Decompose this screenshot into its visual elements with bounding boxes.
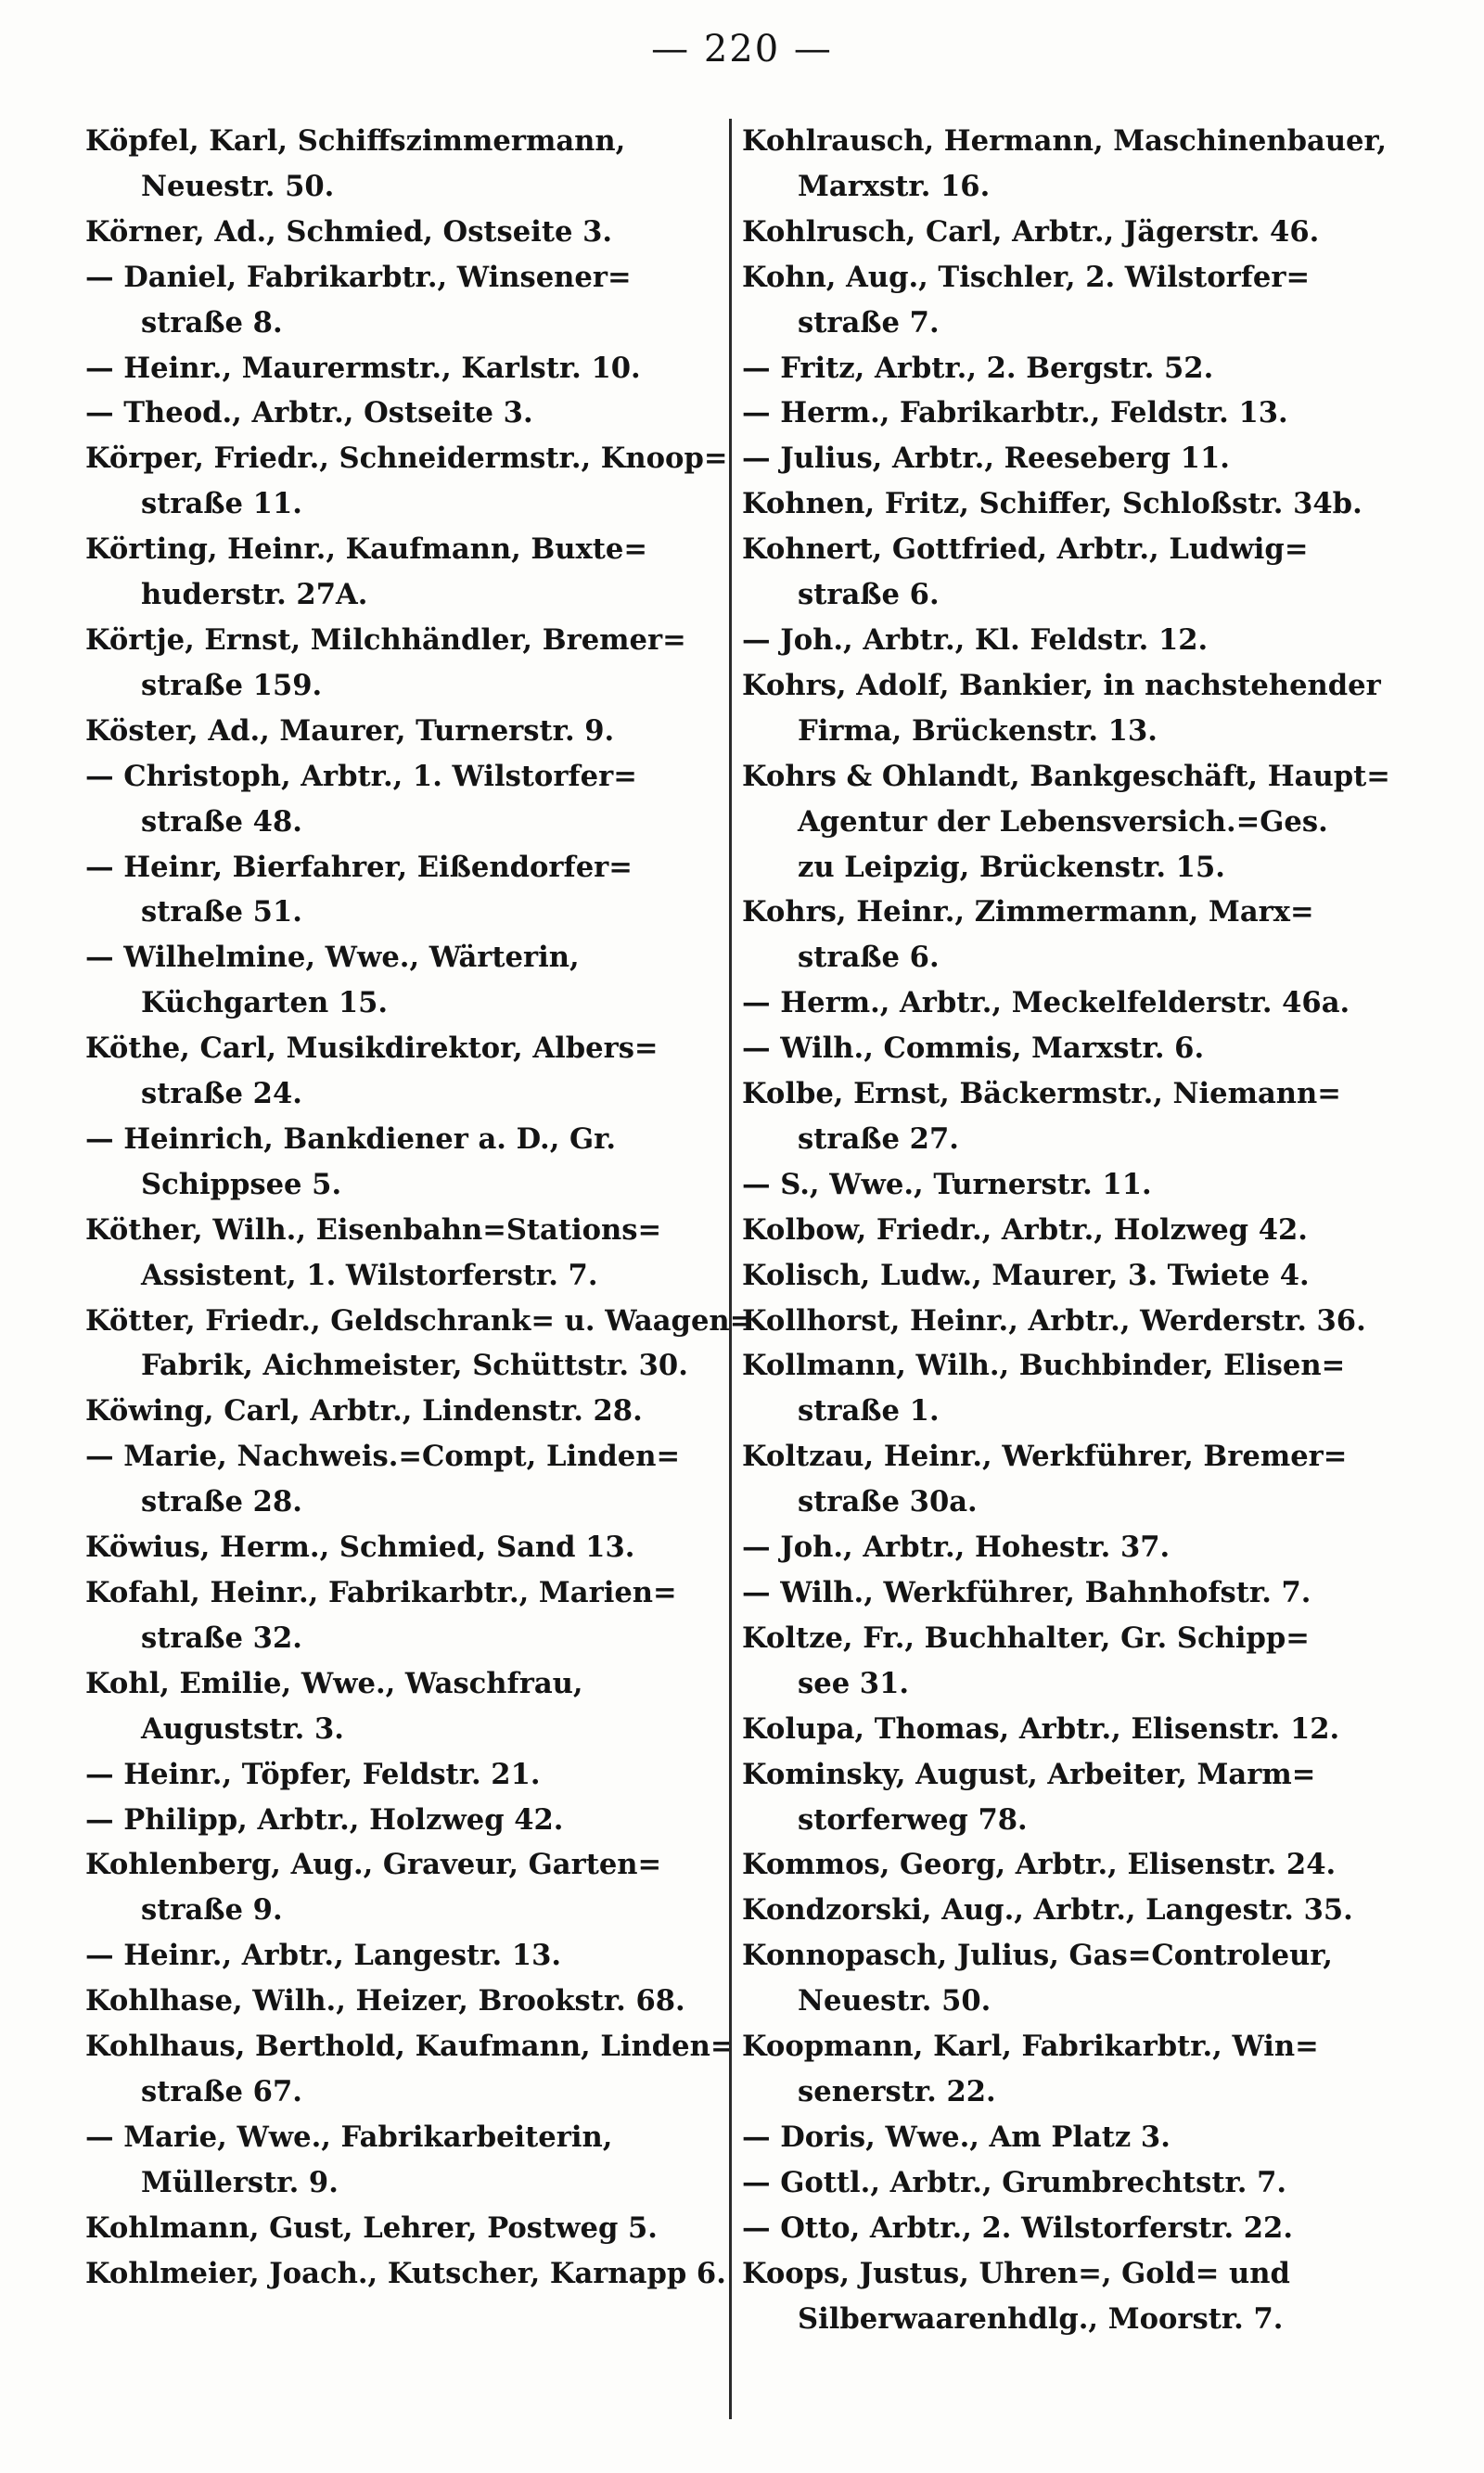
entry-continuation: straße 32.: [141, 1621, 302, 1655]
directory-entry: [742, 2160, 1428, 2206]
directory-entry: [742, 1752, 1428, 1843]
directory-entry: [742, 481, 1428, 527]
entry-line: — Daniel, Fabrikarbtr., Winsener=: [85, 260, 632, 294]
directory-entry: [742, 1026, 1428, 1071]
directory-entry: [742, 1071, 1428, 1162]
right-column: [742, 119, 1428, 2341]
entry-line: Kohlhaus, Berthold, Kaufmann, Linden=: [85, 2030, 735, 2064]
entry-line: Koops, Justus, Uhren=, Gold= und: [742, 2256, 1290, 2290]
entry-line: — Heinrich, Bankdiener a. D., Gr.: [85, 1121, 617, 1156]
directory-entry: [742, 754, 1428, 891]
entry-continuation: Silberwaarenhdlg., Moorstr. 7.: [798, 2301, 1284, 2336]
directory-entry: [742, 1525, 1428, 1570]
entry-line: Köwing, Carl, Arbtr., Lindenstr. 28.: [85, 1394, 643, 1429]
entry-line: — Heinr., Arbtr., Langestr. 13.: [85, 1939, 562, 1973]
directory-entry: [742, 210, 1428, 255]
entry-continuation: straße 9.: [141, 1893, 283, 1928]
directory-entry: [742, 1933, 1428, 2024]
directory-entry: [85, 618, 762, 709]
entry-continuation: straße 51.: [141, 895, 302, 929]
entry-line: Köwius, Herm., Schmied, Sand 13.: [85, 1531, 635, 1565]
entry-line: Kohrs, Heinr., Zimmermann, Marx=: [742, 895, 1314, 929]
directory-entry: [742, 527, 1428, 618]
directory-entry: [742, 119, 1428, 210]
entry-line: Kohlmann, Gust, Lehrer, Postweg 5.: [85, 2210, 658, 2245]
directory-entry: [85, 1208, 762, 1299]
entry-continuation: straße 6.: [798, 941, 940, 975]
entry-continuation: straße 67.: [141, 2074, 302, 2108]
directory-entry: [85, 1117, 762, 1208]
entry-line: Kominsky, August, Arbeiter, Marm=: [742, 1757, 1316, 1791]
entry-line: Konnopasch, Julius, Gas=Controleur,: [742, 1939, 1333, 1973]
entry-line: — Wilh., Commis, Marxstr. 6.: [742, 1031, 1205, 1066]
entry-continuation: Firma, Brückenstr. 13.: [798, 713, 1158, 748]
directory-entry: [742, 255, 1428, 346]
entry-line: Kondzorski, Aug., Arbtr., Langestr. 35.: [742, 1893, 1353, 1928]
entry-line: Kohnert, Gottfried, Arbtr., Ludwig=: [742, 532, 1309, 567]
entry-line: — Joh., Arbtr., Hohestr. 37.: [742, 1531, 1171, 1565]
entry-line: Kohlrusch, Carl, Arbtr., Jägerstr. 46.: [742, 214, 1320, 249]
directory-entry: [85, 1979, 762, 2024]
directory-entry: [85, 2115, 762, 2206]
entry-line: — Heinr, Bierfahrer, Eißendorfer=: [85, 850, 633, 884]
directory-entry: [85, 1434, 762, 1525]
directory-entry: [85, 1299, 762, 1390]
directory-entry: [742, 2251, 1428, 2342]
directory-entry: [85, 845, 762, 936]
entry-line: Köthe, Carl, Musikdirektor, Albers=: [85, 1031, 659, 1066]
directory-entry: [85, 2206, 762, 2251]
directory-entry: [742, 663, 1428, 754]
entry-line: Kolupa, Thomas, Arbtr., Elisenstr. 12.: [742, 1711, 1340, 1746]
directory-entry: [742, 618, 1428, 663]
directory-entry: [85, 1798, 762, 1843]
directory-entry: [85, 935, 762, 1026]
entry-line: Kolisch, Ludw., Maurer, 3. Twiete 4.: [742, 1258, 1310, 1292]
entry-continuation: Assistent, 1. Wilstorferstr. 7.: [141, 1258, 598, 1292]
entry-line: — Philipp, Arbtr., Holzweg 42.: [85, 1802, 564, 1837]
entry-line: Körtje, Ernst, Milchhändler, Bremer=: [85, 622, 686, 657]
entry-line: Körper, Friedr., Schneidermstr., Knoop=: [85, 442, 728, 476]
entry-line: — Gottl., Arbtr., Grumbrechtstr. 7.: [742, 2165, 1287, 2199]
directory-entry: [742, 1570, 1428, 1616]
directory-entry: [742, 1434, 1428, 1525]
entry-line: Koltzau, Heinr., Werkführer, Bremer=: [742, 1440, 1348, 1474]
directory-entry: [85, 1842, 762, 1933]
directory-entry: [85, 1026, 762, 1117]
entry-line: Körner, Ad., Schmied, Ostseite 3.: [85, 214, 613, 249]
entry-line: — Otto, Arbtr., 2. Wilstorferstr. 22.: [742, 2210, 1293, 2245]
directory-entry: [85, 1570, 762, 1661]
directory-entry: [85, 119, 762, 210]
entry-continuation: Neuestr. 50.: [141, 169, 335, 203]
entry-line: Kohrs & Ohlandt, Bankgeschäft, Haupt=: [742, 759, 1390, 793]
entry-line: Koopmann, Karl, Fabrikarbtr., Win=: [742, 2030, 1319, 2064]
entry-line: Kollhorst, Heinr., Arbtr., Werderstr. 36.: [742, 1303, 1366, 1338]
entry-line: — Fritz, Arbtr., 2. Bergstr. 52.: [742, 351, 1214, 385]
directory-entry: [85, 754, 762, 845]
directory-entry: [85, 346, 762, 391]
entry-continuation: Marxstr. 16.: [798, 169, 991, 203]
left-column: [85, 119, 762, 2297]
directory-entry: [85, 255, 762, 346]
directory-entry: [85, 1389, 762, 1434]
page-number: — 220 —: [651, 28, 833, 70]
directory-entry: [85, 1525, 762, 1570]
entry-continuation: Neuestr. 50.: [798, 1984, 991, 2018]
entry-continuation: straße 27.: [798, 1121, 959, 1156]
directory-entry: [742, 1888, 1428, 1933]
entry-line: Kohlrausch, Hermann, Maschinenbauer,: [742, 124, 1388, 158]
entry-continuation: straße 11.: [141, 487, 302, 521]
entry-continuation: straße 24.: [141, 1077, 302, 1111]
entry-continuation: Auguststr. 3.: [141, 1711, 344, 1746]
entry-line: Koltze, Fr., Buchhalter, Gr. Schipp=: [742, 1621, 1310, 1655]
directory-entry: [85, 2024, 762, 2115]
entry-line: Köster, Ad., Maurer, Turnerstr. 9.: [85, 713, 615, 748]
entry-line: — Marie, Nachweis.=Compt, Linden=: [85, 1440, 681, 1474]
directory-entry: [742, 2024, 1428, 2115]
directory-entry: [742, 346, 1428, 391]
directory-entry: [85, 709, 762, 754]
directory-entry: [742, 1707, 1428, 1752]
directory-entry: [742, 1616, 1428, 1707]
entry-line: Kohlhase, Wilh., Heizer, Brookstr. 68.: [85, 1984, 685, 2018]
entry-continuation: straße 28.: [141, 1485, 302, 1519]
directory-entry: [85, 527, 762, 618]
entry-continuation: Fabrik, Aichmeister, Schüttstr. 30.: [141, 1349, 688, 1383]
entry-line: — Heinr., Maurermstr., Karlstr. 10.: [85, 351, 641, 385]
directory-entry: [742, 1253, 1428, 1299]
entry-continuation: Agentur der Lebensversich.=Ges.: [798, 804, 1328, 839]
directory-entry: [742, 2115, 1428, 2160]
entry-continuation: storferweg 78.: [798, 1802, 1028, 1837]
entry-line: — Marie, Wwe., Fabrikarbeiterin,: [85, 2120, 613, 2154]
entry-line: — Herm., Arbtr., Meckelfelderstr. 46a.: [742, 986, 1350, 1020]
entry-line: Kohn, Aug., Tischler, 2. Wilstorfer=: [742, 260, 1311, 294]
entry-line: — Doris, Wwe., Am Platz 3.: [742, 2120, 1171, 2154]
entry-line: Kolbow, Friedr., Arbtr., Holzweg 42.: [742, 1212, 1308, 1247]
entry-line: Kofahl, Heinr., Fabrikarbtr., Marien=: [85, 1576, 677, 1609]
entry-line: — S., Wwe., Turnerstr. 11.: [742, 1167, 1152, 1201]
entry-continuation: straße 7.: [798, 305, 940, 340]
entry-line: — Heinr., Töpfer, Feldstr. 21.: [85, 1757, 541, 1791]
entry-continuation: Schippsee 5.: [141, 1167, 342, 1201]
directory-entry: [85, 1752, 762, 1798]
entry-continuation: straße 8.: [141, 305, 283, 340]
entry-continuation: huderstr. 27A.: [141, 578, 368, 612]
directory-entry: [85, 1661, 762, 1752]
directory-entry: [85, 391, 762, 436]
entry-line: — Theod., Arbtr., Ostseite 3.: [85, 396, 533, 430]
directory-entry: [85, 210, 762, 255]
entry-line: Körting, Heinr., Kaufmann, Buxte=: [85, 532, 648, 567]
entry-line: Kollmann, Wilh., Buchbinder, Elisen=: [742, 1349, 1346, 1383]
entry-line: Kohnen, Fritz, Schiffer, Schloßstr. 34b.: [742, 487, 1362, 521]
entry-line: — Wilh., Werkführer, Bahnhofstr. 7.: [742, 1576, 1311, 1609]
entry-continuation: senerstr. 22.: [798, 2074, 996, 2108]
entry-line: Kötter, Friedr., Geldschrank= u. Waagen=: [85, 1303, 754, 1338]
directory-entry: [742, 436, 1428, 481]
directory-entry: [742, 1842, 1428, 1888]
directory-entry: [742, 391, 1428, 436]
entry-continuation: straße 48.: [141, 804, 302, 839]
entry-line: Kohrs, Adolf, Bankier, in nachstehender: [742, 668, 1381, 702]
entry-line: Köpfel, Karl, Schiffszimmermann,: [85, 124, 626, 158]
directory-entry: [742, 1162, 1428, 1208]
entry-line: Kommos, Georg, Arbtr., Elisenstr. 24.: [742, 1848, 1337, 1882]
entry-continuation: zu Leipzig, Brückenstr. 15.: [798, 850, 1225, 884]
column-divider: [729, 119, 732, 2419]
directory-entry: [742, 890, 1428, 980]
entry-line: Kohl, Emilie, Wwe., Waschfrau,: [85, 1666, 583, 1700]
directory-entry: [742, 1343, 1428, 1434]
entry-continuation: straße 30a.: [798, 1485, 978, 1519]
entry-line: — Joh., Arbtr., Kl. Feldstr. 12.: [742, 622, 1209, 657]
directory-entry: [742, 980, 1428, 1026]
entry-line: — Wilhelmine, Wwe., Wärterin,: [85, 941, 580, 975]
directory-entry: [85, 436, 762, 527]
entry-line: — Herm., Fabrikarbtr., Feldstr. 13.: [742, 396, 1288, 430]
directory-entry: [85, 1933, 762, 1979]
entry-line: Kohlmeier, Joach., Kutscher, Karnapp 6.: [85, 2256, 726, 2290]
entry-continuation: see 31.: [798, 1666, 910, 1700]
directory-entry: [742, 1208, 1428, 1253]
entry-continuation: straße 159.: [141, 668, 323, 702]
entry-line: — Julius, Arbtr., Reeseberg 11.: [742, 442, 1230, 476]
entry-continuation: Küchgarten 15.: [141, 986, 389, 1020]
directory-entry: [85, 2251, 762, 2297]
entry-line: Kohlenberg, Aug., Graveur, Garten=: [85, 1848, 662, 1882]
entry-continuation: Müllerstr. 9.: [141, 2165, 339, 2199]
entry-continuation: straße 1.: [798, 1394, 940, 1429]
directory-entry: [742, 2206, 1428, 2251]
directory-entry: [742, 1299, 1428, 1344]
entry-line: — Christoph, Arbtr., 1. Wilstorfer=: [85, 759, 637, 793]
entry-line: Kolbe, Ernst, Bäckermstr., Niemann=: [742, 1077, 1341, 1111]
entry-continuation: straße 6.: [798, 578, 940, 612]
entry-line: Köther, Wilh., Eisenbahn=Stations=: [85, 1212, 662, 1247]
